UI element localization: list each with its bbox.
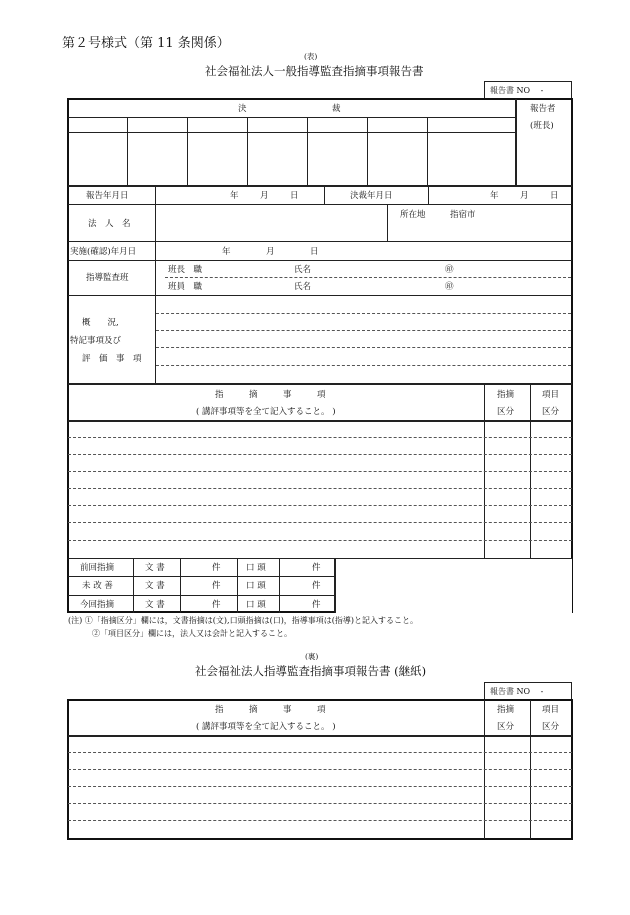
back-report-no-label: 報告書 NO - — [490, 687, 544, 696]
team-leader-name-label: 氏名 — [294, 265, 312, 275]
approval-date-month: 月 — [520, 191, 529, 201]
summary-doc-label: 文 書 — [145, 563, 165, 573]
summary-oral-label: 口 頭 — [246, 563, 266, 573]
back-item-class-header-1: 項目 — [542, 705, 560, 715]
impl-date-year: 年 — [222, 247, 231, 257]
report-date-year: 年 — [230, 191, 239, 201]
reporter-sub-label: (班長) — [530, 121, 554, 131]
note-1: (注) ①「指摘区分」欄には，文書指摘は(文),口頭指摘は(口)，指導事項は(指導)と記入すること。 — [68, 616, 419, 625]
approval-date-day: 日 — [550, 191, 559, 201]
impl-date-month: 月 — [266, 247, 275, 257]
front-form-table — [67, 98, 573, 613]
overview-label-3: 評 価 事 項 — [82, 354, 142, 364]
summary-doc-label: 文 書 — [145, 581, 165, 591]
summary-label-previous: 前回指摘 — [80, 563, 115, 573]
approval-heading-right: 裁 — [332, 104, 341, 114]
report-date-day: 日 — [290, 191, 299, 201]
overview-label-1: 概 況, — [82, 318, 119, 328]
form-number: 第２号様式（第 11 条関係） — [62, 36, 230, 51]
front-title: 社会福祉法人一般指導監査指摘事項報告書 — [205, 64, 424, 78]
team-member-seal-icon: ㊞ — [445, 282, 454, 292]
approval-heading-left: 決 — [238, 104, 247, 114]
summary-doc-unit: 件 — [212, 581, 221, 591]
back-title: 社会福祉法人指導監査指摘事項報告書 (継紙) — [195, 664, 427, 678]
team-label: 指導監査班 — [86, 273, 129, 283]
location-label: 所在地 — [400, 210, 426, 220]
front-side-label: (表) — [304, 52, 318, 61]
summary-oral-label: 口 頭 — [246, 581, 266, 591]
approval-date-year: 年 — [490, 191, 499, 201]
approval-date-label: 決裁年月日 — [350, 191, 393, 201]
team-member-role: 班員 職 — [168, 282, 203, 292]
report-date-month: 月 — [260, 191, 269, 201]
summary-oral-unit: 件 — [312, 600, 321, 610]
summary-label-unimproved: 未 改 善 — [82, 581, 113, 591]
back-category-header-2: 区分 — [497, 722, 515, 732]
team-leader-role: 班長 職 — [168, 265, 203, 275]
summary-doc-label: 文 書 — [145, 600, 165, 610]
summary-oral-unit: 件 — [312, 581, 321, 591]
front-report-no-label: 報告書 NO - — [490, 86, 544, 95]
summary-doc-unit: 件 — [212, 563, 221, 573]
team-member-name-label: 氏名 — [294, 282, 312, 292]
front-item-class-header-1: 項目 — [542, 390, 560, 400]
reporter-label: 報告者 — [530, 104, 556, 114]
report-date-label: 報告年月日 — [86, 191, 129, 201]
location-value: 指宿市 — [450, 210, 476, 220]
impl-date-day: 日 — [310, 247, 319, 257]
corp-name-label: 法 人 名 — [88, 219, 131, 229]
overview-label-2: 特記事項及び — [70, 336, 122, 346]
team-leader-seal-icon: ㊞ — [445, 265, 454, 275]
front-category-header-2: 区分 — [497, 407, 515, 417]
front-item-class-header-2: 区分 — [542, 407, 560, 417]
back-side-label: (裏) — [305, 652, 319, 661]
back-category-header-1: 指摘 — [497, 705, 515, 715]
impl-date-label: 実施(確認)年月日 — [70, 247, 137, 257]
summary-oral-label: 口 頭 — [246, 600, 266, 610]
front-category-header-1: 指摘 — [497, 390, 515, 400]
note-2: ②「項目区分」欄には，法人又は会計と記入すること。 — [92, 629, 292, 638]
summary-oral-unit: 件 — [312, 563, 321, 573]
back-item-class-header-2: 区分 — [542, 722, 560, 732]
front-items-header: 指 摘 事 項 — [215, 390, 326, 400]
back-items-header: 指 摘 事 項 — [215, 705, 326, 715]
front-items-subheader: ( 講評事項等を全て記入すること。 ) — [196, 407, 336, 417]
summary-label-current: 今回指摘 — [80, 600, 115, 610]
back-items-subheader: ( 講評事項等を全て記入すること。 ) — [196, 722, 336, 732]
summary-doc-unit: 件 — [212, 600, 221, 610]
